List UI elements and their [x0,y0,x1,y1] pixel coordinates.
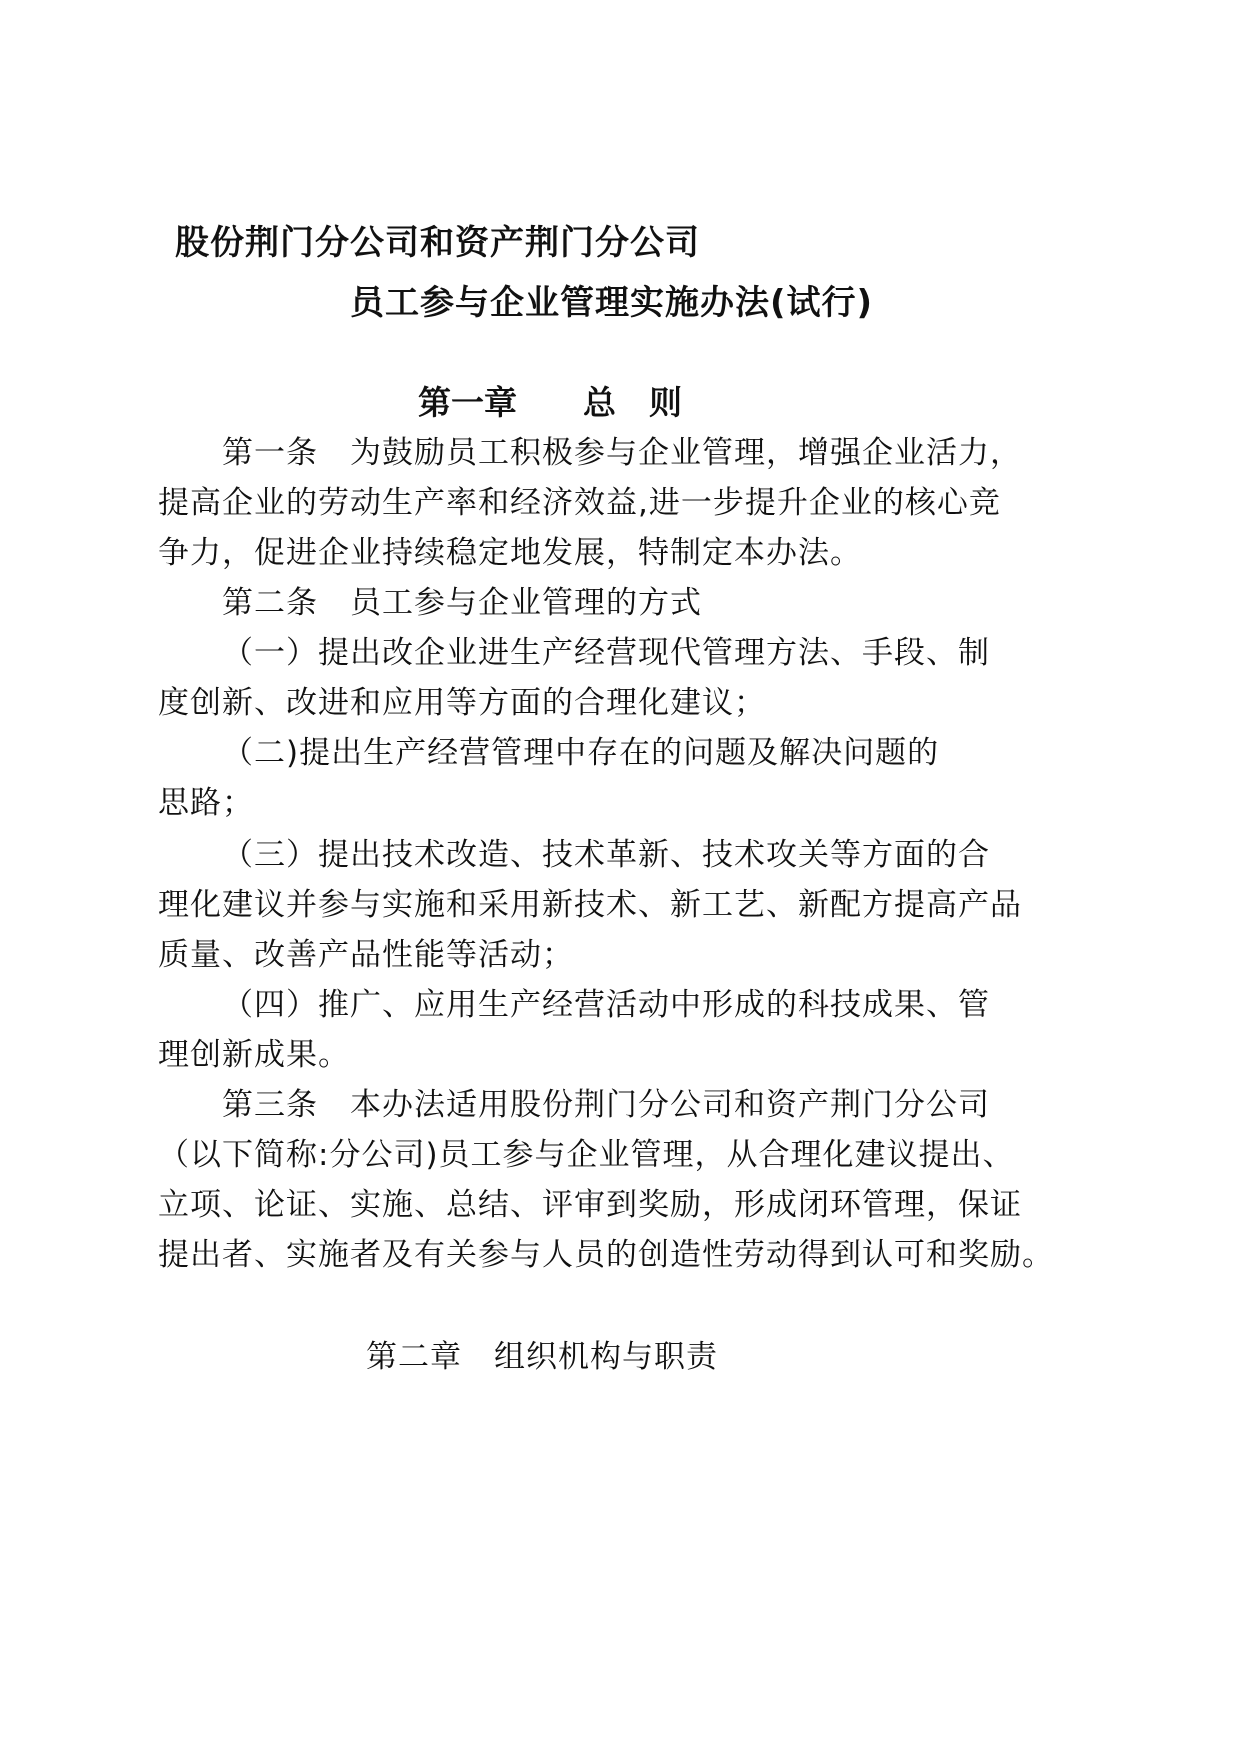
article-2-item-3-line-3: 质量、改善产品性能等活动； [158,937,574,973]
article-3-line-3: 立项、论证、实施、总结、评审到奖励，形成闭环管理，保证 [158,1187,1022,1223]
chapter-1-heading: 第一章 总 则 [418,383,682,422]
article-1-line-3: 争力，促进企业持续稳定地发展，特制定本办法。 [158,535,862,571]
document-title-line-1: 股份荆门分公司和资产荆门分公司 [175,223,700,263]
article-2-heading: 第二条 员工参与企业管理的方式 [222,585,702,621]
article-1-line-2: 提高企业的劳动生产率和经济效益,进一步提升企业的核心竞 [158,485,1001,521]
article-3-line-2: （以下简称:分公司)员工参与企业管理，从合理化建议提出、 [158,1137,1015,1173]
article-2-item-1-line-2: 度创新、改进和应用等方面的合理化建议； [158,685,766,721]
document-title-line-2: 员工参与企业管理实施办法(试行) [350,283,874,323]
article-2-item-4-line-1: （四）推广、应用生产经营活动中形成的科技成果、管 [222,987,990,1023]
article-2-item-3-line-1: （三）提出技术改造、技术革新、技术攻关等方面的合 [222,837,990,873]
article-2-item-3-line-2: 理化建议并参与实施和采用新技术、新工艺、新配方提高产品 [158,887,1022,923]
article-2-item-4-line-2: 理创新成果。 [158,1037,350,1073]
article-2-item-1-line-1: （一）提出改企业进生产经营现代管理方法、手段、制 [222,635,990,671]
article-3-line-1: 第三条 本办法适用股份荆门分公司和资产荆门分公司 [222,1087,990,1123]
article-3-line-4: 提出者、实施者及有关参与人员的创造性劳动得到认可和奖励。 [158,1237,1054,1273]
article-2-item-2-line-2: 思路； [158,785,254,821]
article-2-item-2-line-1: （二)提出生产经营管理中存在的问题及解决问题的 [222,735,940,771]
chapter-2-heading: 第二章 组织机构与职责 [366,1339,718,1375]
article-1-line-1: 第一条 为鼓励员工积极参与企业管理，增强企业活力， [222,435,1022,471]
